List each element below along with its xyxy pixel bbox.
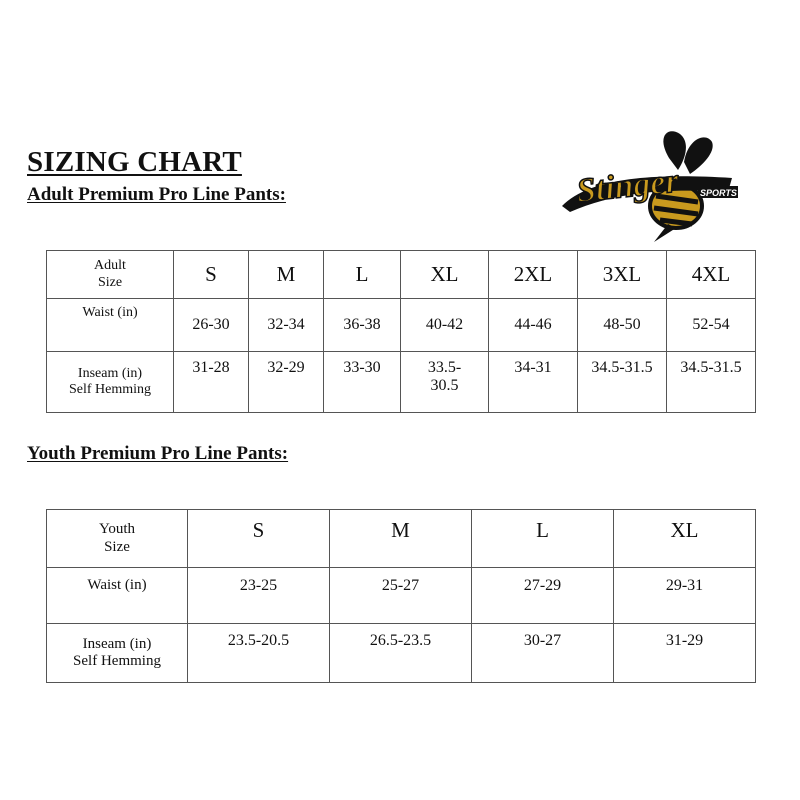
adult-section-title: Adult Premium Pro Line Pants: (27, 184, 286, 205)
inseam-cell: 31-29 (614, 624, 756, 683)
adult-sizing-table (46, 250, 756, 413)
size-cell: 2XL (489, 251, 578, 299)
inseam-cell: 33.5- 30.5 (401, 352, 489, 413)
size-cell: 3XL (578, 251, 667, 299)
waist-cell: 25-27 (330, 568, 472, 624)
table-row (47, 624, 756, 683)
waist-cell: 32-34 (249, 299, 324, 352)
hornet-wing-right (684, 137, 713, 174)
youth-section-title: Youth Premium Pro Line Pants: (27, 443, 289, 464)
size-cell: S (188, 510, 330, 568)
inseam-cell: 32-29 (249, 352, 324, 413)
size-cell: M (330, 510, 472, 568)
waist-cell: 27-29 (472, 568, 614, 624)
waist-row-label: Waist (in) (47, 299, 174, 352)
inseam-cell: 31-28 (174, 352, 249, 413)
size-cell: XL (401, 251, 489, 299)
inseam-cell: 26.5-23.5 (330, 624, 472, 683)
table-row (47, 510, 756, 568)
logo-subtext: SPORTS (700, 188, 737, 198)
waist-cell: 52-54 (667, 299, 756, 352)
inseam-cell: 34.5-31.5 (667, 352, 756, 413)
table-row (47, 352, 756, 413)
size-cell: XL (614, 510, 756, 568)
size-row-label: Youth Size (47, 510, 188, 568)
table-row (47, 251, 756, 299)
waist-cell: 36-38 (324, 299, 401, 352)
table-row (47, 568, 756, 624)
size-cell: 4XL (667, 251, 756, 299)
logo-wordmark: Stinger (574, 162, 681, 210)
size-cell: L (472, 510, 614, 568)
table-row (47, 299, 756, 352)
stinger-sports-logo (556, 128, 746, 243)
inseam-cell: 30-27 (472, 624, 614, 683)
size-cell: L (324, 251, 401, 299)
inseam-cell: 33-30 (324, 352, 401, 413)
size-row-label: Adult Size (47, 251, 174, 299)
inseam-cell: 23.5-20.5 (188, 624, 330, 683)
waist-cell: 26-30 (174, 299, 249, 352)
waist-cell: 23-25 (188, 568, 330, 624)
size-cell: S (174, 251, 249, 299)
inseam-cell: 34-31 (489, 352, 578, 413)
waist-cell: 48-50 (578, 299, 667, 352)
inseam-row-label: Inseam (in) Self Hemming (47, 352, 174, 413)
waist-row-label: Waist (in) (47, 568, 188, 624)
waist-cell: 40-42 (401, 299, 489, 352)
youth-sizing-table (46, 509, 756, 683)
page-title: SIZING CHART (27, 146, 242, 178)
waist-cell: 44-46 (489, 299, 578, 352)
waist-cell: 29-31 (614, 568, 756, 624)
size-cell: M (249, 251, 324, 299)
inseam-cell: 34.5-31.5 (578, 352, 667, 413)
inseam-row-label: Inseam (in) Self Hemming (47, 624, 188, 683)
